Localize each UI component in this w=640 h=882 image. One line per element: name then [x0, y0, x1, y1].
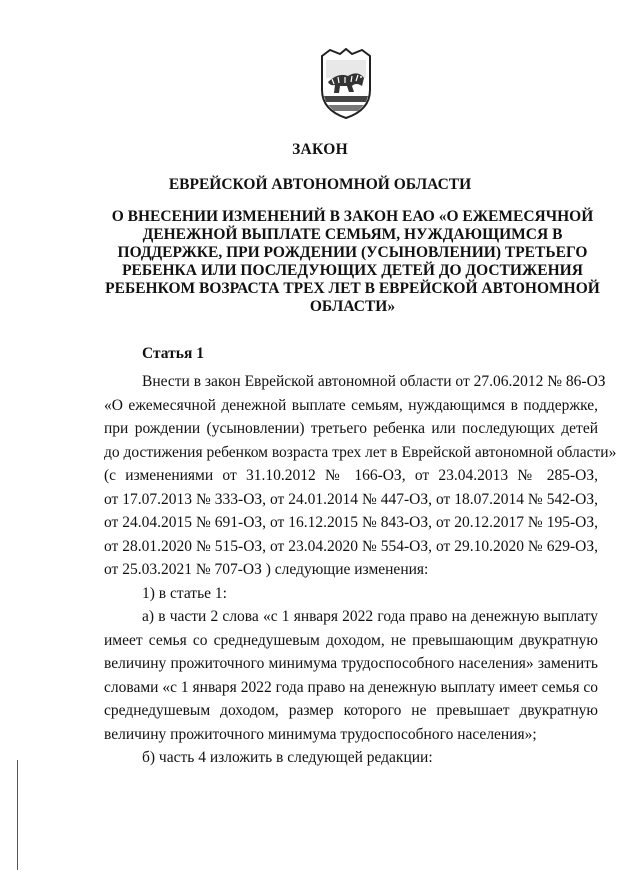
title-line: ДЕНЕЖНОЙ ВЫПЛАТЕ СЕМЬЯМ, НУЖДАЮЩИМСЯ В — [142, 226, 563, 243]
text-line: при рождении (усыновлении) третьего ребенка или последующих детей — [104, 420, 598, 437]
title-line: О ВНЕСЕНИИ ИЗМЕНЕНИЙ В ЗАКОН ЕАО «О ЕЖЕМЕСЯЧНОЙ — [111, 208, 594, 225]
title-line: ОБЛАСТИ» — [309, 298, 396, 315]
text-line: б) часть 4 изложить в следующей редакции: — [142, 749, 433, 766]
text-line: величину прожиточного минимума трудоспособного населения»; — [104, 725, 537, 743]
text-line: имеет семья со среднедушевым доходом, не превышающим двукратную — [104, 631, 598, 649]
text-line: величину прожиточного минимума трудоспособного населения» заменить — [104, 655, 598, 672]
text-line: от 24.04.2015 № 691-ОЗ, от 16.12.2015 № 843-ОЗ, от 20.12.2017 № 195-ОЗ, — [104, 514, 598, 531]
scan-margin-line — [17, 760, 18, 870]
text-line: от 28.01.2020 № 515-ОЗ, от 23.04.2020 № 554-ОЗ, от 29.10.2020 № 629-ОЗ, — [104, 537, 598, 555]
article-body — [104, 370, 617, 770]
text-line: а) в части 2 слова «с 1 января 2022 года право на денежную выплату — [142, 608, 598, 625]
text-line: от 25.03.2021 № 707-ОЗ ) следующие изменения: — [104, 561, 429, 578]
text-line: (с изменениями от 31.10.2012 № 166-ОЗ, от 23.04.2013 № 285-ОЗ, — [104, 467, 598, 484]
text-line: от 17.07.2013 № 333-ОЗ, от 24.01.2014 № 447-ОЗ, от 18.07.2014 № 542-ОЗ, — [104, 490, 598, 508]
article-heading: Статья 1 — [142, 345, 204, 362]
text-line: до достижения ребенком возраста трех лет в Еврейской автономной области» — [104, 443, 617, 461]
coat-of-arms-icon — [318, 48, 374, 120]
text-line: 1) в статье 1: — [142, 584, 227, 602]
text-line: «О ежемесячной денежной выплате семьям, нуждающимся в поддержке, — [104, 396, 598, 414]
title-line: ПОДДЕРЖКЕ, ПРИ РОЖДЕНИИ (УСЫНОВЛЕНИИ) ТРЕТЬЕГО — [117, 244, 588, 261]
text-line: среднедушевым доходом, размер которого не превышает двукратную — [104, 702, 598, 719]
text-line: словами «с 1 января 2022 года право на денежную выплату имеет семья со — [104, 678, 598, 696]
title-line: РЕБЕНКОМ ВОЗРАСТА ТРЕХ ЛЕТ В ЕВРЕЙСКОЙ АВТОНОМНОЙ — [105, 280, 600, 297]
law-title — [95, 208, 610, 316]
text-line: Внести в закон Еврейской автономной области от 27.06.2012 № 86-ОЗ — [142, 373, 606, 390]
title-line: РЕБЕНКА ИЛИ ПОСЛЕДУЮЩИХ ДЕТЕЙ ДО ДОСТИЖЕНИЯ — [122, 262, 583, 279]
doc-type-heading: ЗАКОН — [292, 141, 348, 158]
region-heading: ЕВРЕЙСКОЙ АВТОНОМНОЙ ОБЛАСТИ — [168, 176, 472, 193]
